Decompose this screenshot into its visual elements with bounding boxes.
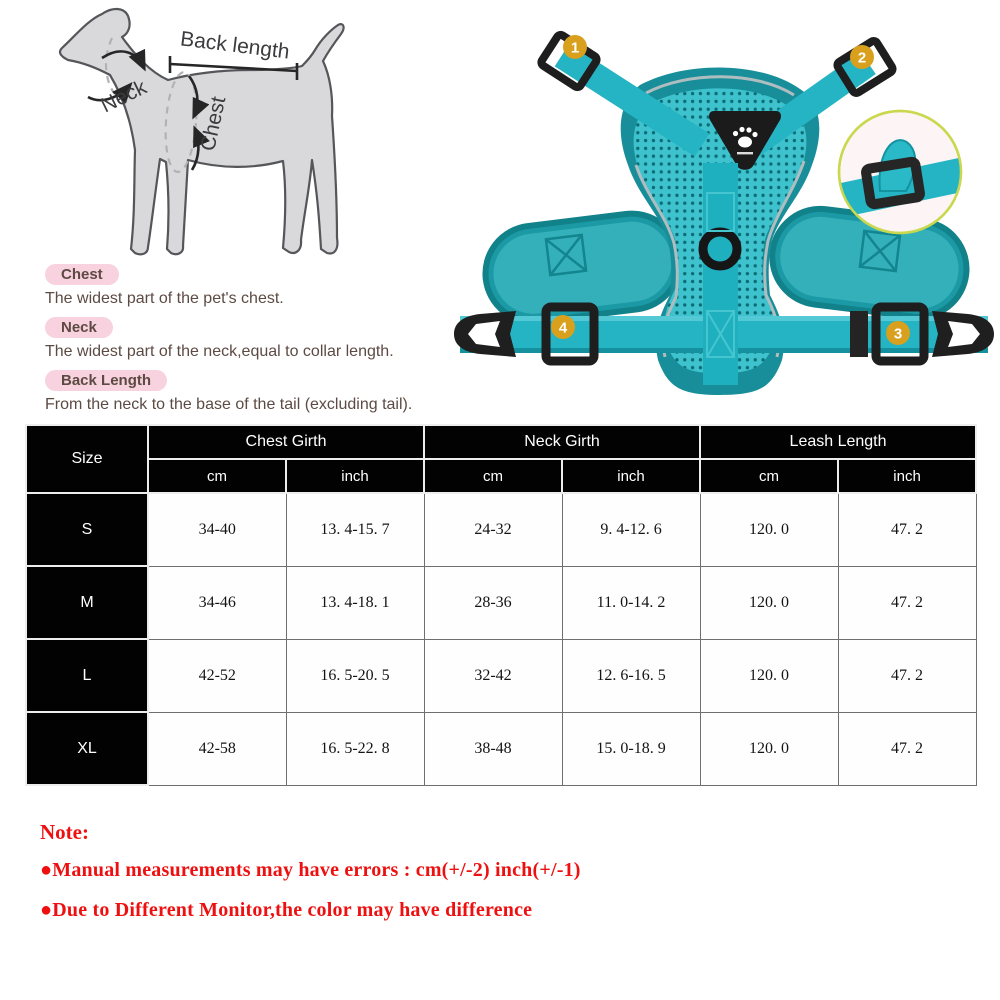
neck-label: Neck (97, 75, 151, 118)
dog-measurement-diagram (40, 0, 460, 270)
table-cell: 28-36 (424, 566, 562, 639)
size-column-header: Size (26, 425, 148, 493)
chest-girth-header: Chest Girth (148, 425, 424, 459)
table-cell: 13. 4-18. 1 (286, 566, 424, 639)
chest-definition-text: The widest part of the pet's chest. (45, 290, 284, 307)
table-cell: 16. 5-20. 5 (286, 639, 424, 712)
table-cell: 24-32 (424, 493, 562, 566)
table-cell: 34-46 (148, 566, 286, 639)
keeper-right (850, 311, 868, 357)
table-cell: 42-58 (148, 712, 286, 785)
table-cell: 15. 0-18. 9 (562, 712, 700, 785)
table-row-s (26, 493, 976, 566)
table-cell: 9. 4-12. 6 (562, 493, 700, 566)
table-cell: 120. 0 (700, 639, 838, 712)
chest-label: Chest (196, 94, 231, 154)
size-label: L (26, 639, 148, 712)
harness-product-photo (450, 15, 1000, 405)
neck-girth-header: Neck Girth (424, 425, 700, 459)
callout-4 (551, 315, 575, 339)
back-length-term-badge: Back Length (45, 370, 167, 391)
size-label: S (26, 493, 148, 566)
table-cell: 47. 2 (838, 712, 976, 785)
unit-header: inch (838, 459, 976, 493)
definition-neck (45, 317, 485, 362)
table-cell: 13. 4-15. 7 (286, 493, 424, 566)
table-cell: 47. 2 (838, 639, 976, 712)
svg-text:1: 1 (570, 39, 580, 57)
note-section (40, 820, 960, 939)
note-item-monitor-color: ●Due to Different Monitor,the color may have difference (40, 899, 533, 921)
chest-term-badge: Chest (45, 264, 119, 285)
table-cell: 120. 0 (700, 566, 838, 639)
table-cell: 47. 2 (838, 493, 976, 566)
unit-header: cm (148, 459, 286, 493)
note-title: Note: (40, 820, 89, 844)
measurement-definitions (45, 264, 485, 423)
neck-term-badge: Neck (45, 317, 113, 338)
table-cell: 12. 6-16. 5 (562, 639, 700, 712)
definition-back-length (45, 370, 485, 415)
note-item-measure-error: ●Manual measurements may have errors : cm(+/-2) inch(+/-1) (40, 859, 581, 881)
neck-definition-text: The widest part of the neck,equal to collar length. (45, 343, 394, 360)
table-cell: 32-42 (424, 639, 562, 712)
table-row-m (26, 566, 976, 639)
table-cell: 38-48 (424, 712, 562, 785)
back-length-definition-text: From the neck to the base of the tail (excluding tail). (45, 396, 413, 413)
svg-text:2: 2 (857, 49, 867, 67)
back-length-label: Back length (179, 27, 291, 64)
callout-3 (886, 321, 910, 345)
table-cell: 120. 0 (700, 712, 838, 785)
table-cell: 42-52 (148, 639, 286, 712)
size-label: M (26, 566, 148, 639)
unit-header: inch (286, 459, 424, 493)
table-cell: 47. 2 (838, 566, 976, 639)
buckle-detail-zoom (838, 111, 970, 233)
callout-2 (850, 45, 874, 69)
svg-text:3: 3 (893, 325, 903, 343)
table-unit-header-row (26, 459, 976, 493)
unit-header: cm (424, 459, 562, 493)
size-chart-table (25, 424, 977, 786)
table-cell: 34-40 (148, 493, 286, 566)
table-cell: 120. 0 (700, 493, 838, 566)
unit-header: cm (700, 459, 838, 493)
table-cell: 11. 0-14. 2 (562, 566, 700, 639)
table-group-header-row (26, 425, 976, 459)
svg-text:4: 4 (558, 319, 568, 337)
definition-chest (45, 264, 485, 309)
table-row-xl (26, 712, 976, 785)
unit-header: inch (562, 459, 700, 493)
center-vertical-strap (703, 163, 738, 385)
table-row-l (26, 639, 976, 712)
callout-1 (563, 35, 587, 59)
leash-length-header: Leash Length (700, 425, 976, 459)
table-cell: 16. 5-22. 8 (286, 712, 424, 785)
size-label: XL (26, 712, 148, 785)
